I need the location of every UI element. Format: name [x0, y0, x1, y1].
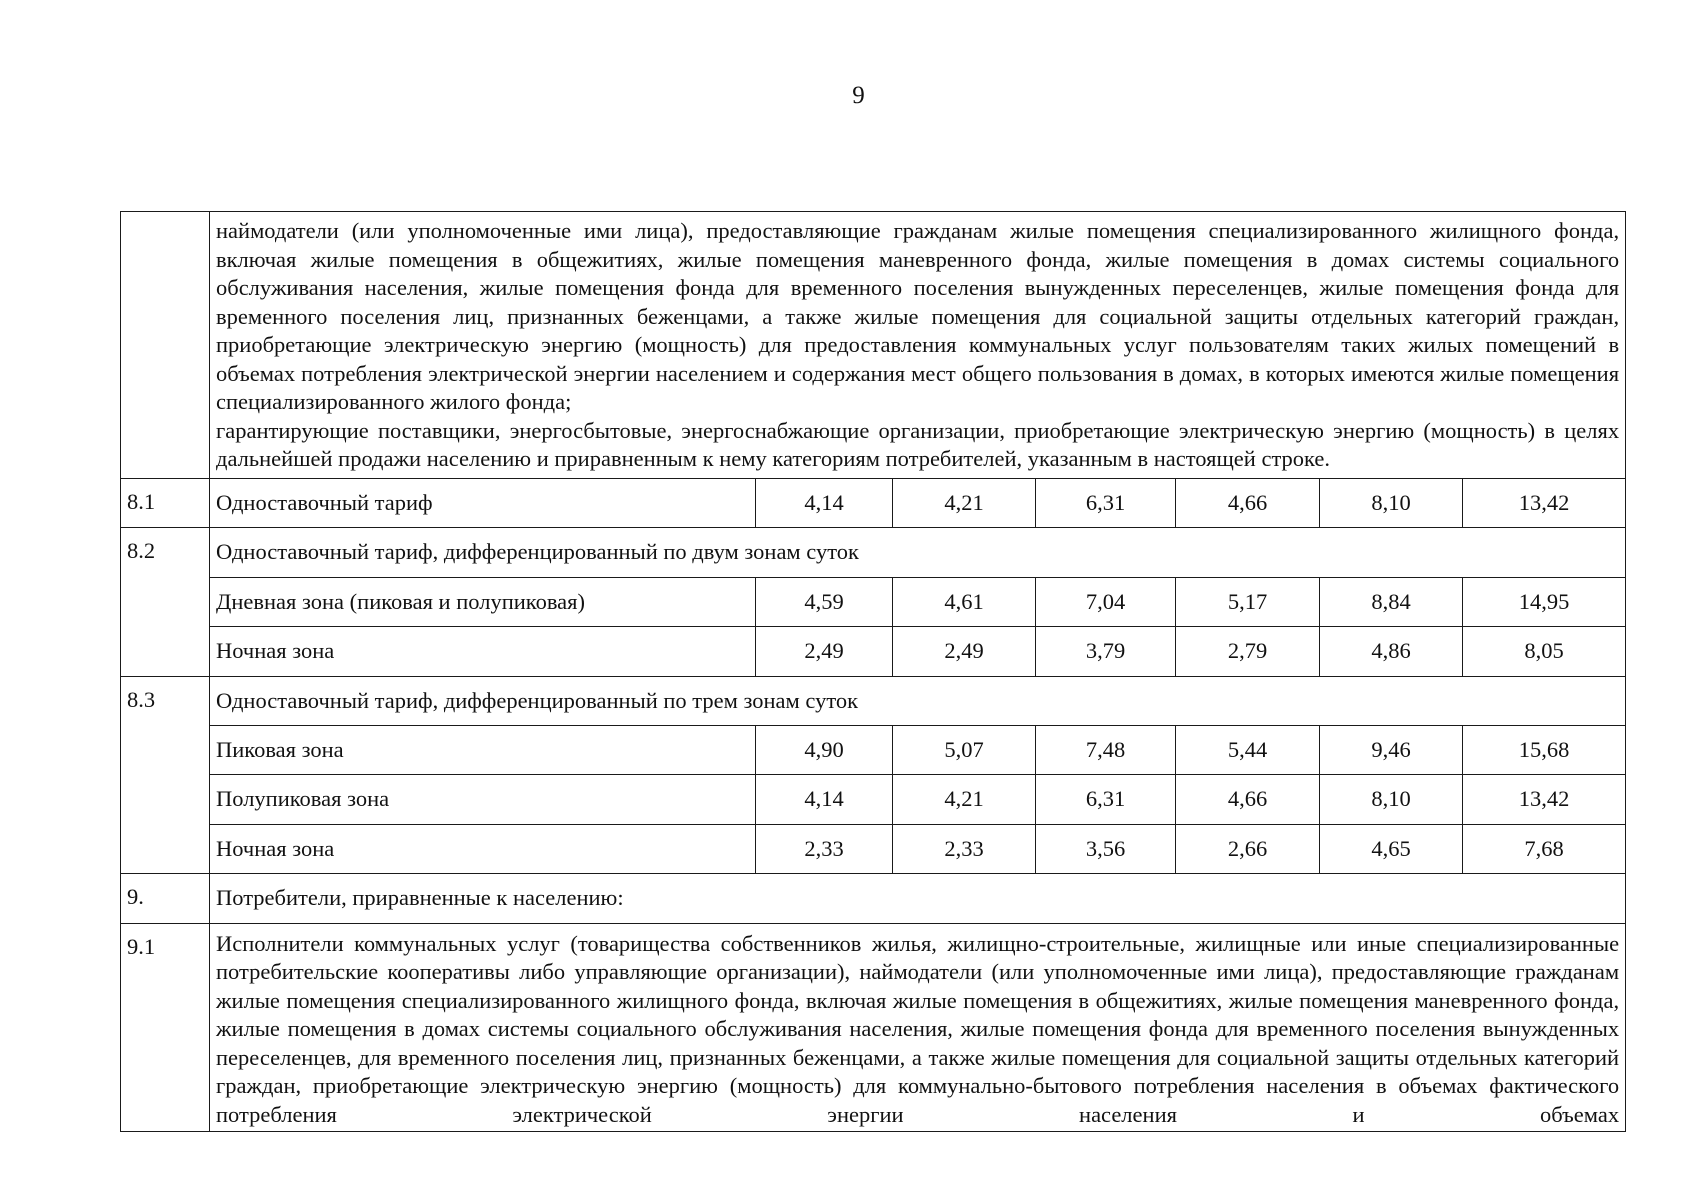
value-cell: 8,10 — [1320, 478, 1463, 527]
intro-paragraph-1: наймодатели (или уполномоченные ими лица), предоставляющие гражданам жилые помещения специализированного жилищного фонда, включая жилые помещения в общежитиях, жилые помещения маневренного фонда, жилые помещения в домах системы социального обслуживания населения, жилые помещения фонда для временного поселения вынужденных переселенцев, жилые помещения фонда для временного поселения лиц, признанных беженцами, а также жилые помещения для социальной защиты отдельных категорий граждан, приобретающие электрическую энергию (мощность) для предоставления коммунальных услуг пользователям таких жилых помещений в объемах потребления электрической энергии населением и содержания мест общего пользования в домах, в которых имеются жилые помещения специализированного жилого фонда; — [216, 218, 1620, 414]
value-cell: 4,66 — [1176, 774, 1320, 824]
value-cell: 4,86 — [1320, 626, 1463, 676]
row-number: 8.1 — [121, 478, 210, 527]
row-text: Исполнители коммунальных услуг (товарищества собственников жилья, жилищно-строительные, жилищные или иные специализированные потребительские кооперативы либо управляющие организации), наймодатели (или уполномоченные ими лица), предоставляющие гражданам жилые помещения специализированного жилищного фонда, включая жилые помещения в общежитиях, жилые помещения маневренного фонда, жилые помещения в домах системы социального обслуживания населения, жилые помещения фонда для временного поселения вынужденных переселенцев, для временного поселения лиц, признанных беженцами, а также жилые помещения для социальной защиты отдельных категорий граждан, приобретающие электрическую энергию (мощность) для коммунально-бытового потребления населения в объемах фактического потребления электрической энергии населения и объемах — [210, 923, 1626, 1132]
value-cell: 2,49 — [893, 626, 1036, 676]
value-cell: 4,66 — [1176, 478, 1320, 527]
value-cell: 6,31 — [1036, 774, 1176, 824]
row-label: Дневная зона (пиковая и полупиковая) — [210, 577, 756, 626]
value-cell: 8,05 — [1463, 626, 1626, 676]
value-cell: 8,10 — [1320, 774, 1463, 824]
value-cell: 5,17 — [1176, 577, 1320, 626]
intro-number-cell — [121, 212, 210, 479]
row-label: Ночная зона — [210, 824, 756, 873]
tariff-table — [120, 211, 1626, 1132]
table-row-8-3-night — [121, 824, 1626, 873]
value-cell: 2,33 — [756, 824, 893, 873]
row-label: Ночная зона — [210, 626, 756, 676]
intro-row — [121, 212, 1626, 479]
value-cell: 4,21 — [893, 774, 1036, 824]
row-subheader: Одноставочный тариф, дифференцированный по двум зонам суток — [210, 527, 1626, 577]
row-number: 8.3 — [121, 676, 210, 873]
value-cell: 13,42 — [1463, 478, 1626, 527]
row-number: 9. — [121, 873, 210, 923]
value-cell: 2,49 — [756, 626, 893, 676]
value-cell: 7,04 — [1036, 577, 1176, 626]
value-cell: 4,59 — [756, 577, 893, 626]
row-number: 9.1 — [121, 923, 210, 1132]
value-cell: 4,90 — [756, 725, 893, 774]
row-label: Одноставочный тариф — [210, 478, 756, 527]
value-cell: 2,79 — [1176, 626, 1320, 676]
value-cell: 5,07 — [893, 725, 1036, 774]
row-label: Пиковая зона — [210, 725, 756, 774]
table-row-8-2-header — [121, 527, 1626, 577]
value-cell: 5,44 — [1176, 725, 1320, 774]
value-cell: 4,14 — [756, 478, 893, 527]
value-cell: 2,66 — [1176, 824, 1320, 873]
table-row-9 — [121, 873, 1626, 923]
table-row-8-3-peak — [121, 725, 1626, 774]
value-cell: 4,61 — [893, 577, 1036, 626]
value-cell: 3,79 — [1036, 626, 1176, 676]
row-number: 8.2 — [121, 527, 210, 676]
table-row-8-3-semipeak — [121, 774, 1626, 824]
value-cell: 14,95 — [1463, 577, 1626, 626]
value-cell: 7,68 — [1463, 824, 1626, 873]
value-cell: 2,33 — [893, 824, 1036, 873]
row-subheader: Одноставочный тариф, дифференцированный по трем зонам суток — [210, 676, 1626, 725]
value-cell: 6,31 — [1036, 478, 1176, 527]
value-cell: 13,42 — [1463, 774, 1626, 824]
intro-text-cell — [210, 212, 1626, 479]
row-label: Полупиковая зона — [210, 774, 756, 824]
table-row-9-1 — [121, 923, 1626, 1132]
value-cell: 4,21 — [893, 478, 1036, 527]
value-cell: 3,56 — [1036, 824, 1176, 873]
row-subheader: Потребители, приравненные к населению: — [210, 873, 1626, 923]
table-row-8-3-header — [121, 676, 1626, 725]
value-cell: 7,48 — [1036, 725, 1176, 774]
page-number: 9 — [852, 82, 865, 109]
table-row-8-2-night — [121, 626, 1626, 676]
value-cell: 9,46 — [1320, 725, 1463, 774]
table-row-8-2-day — [121, 577, 1626, 626]
value-cell: 15,68 — [1463, 725, 1626, 774]
intro-paragraph-2: гарантирующие поставщики, энергосбытовые, энергоснабжающие организации, приобретающие электрическую энергию (мощность) в целях дальнейшей продажи населению и приравненным к нему категориям потребителей, указанным в настоящей строке. — [216, 417, 1620, 471]
value-cell: 4,65 — [1320, 824, 1463, 873]
table-row-8-1 — [121, 478, 1626, 527]
value-cell: 4,14 — [756, 774, 893, 824]
value-cell: 8,84 — [1320, 577, 1463, 626]
